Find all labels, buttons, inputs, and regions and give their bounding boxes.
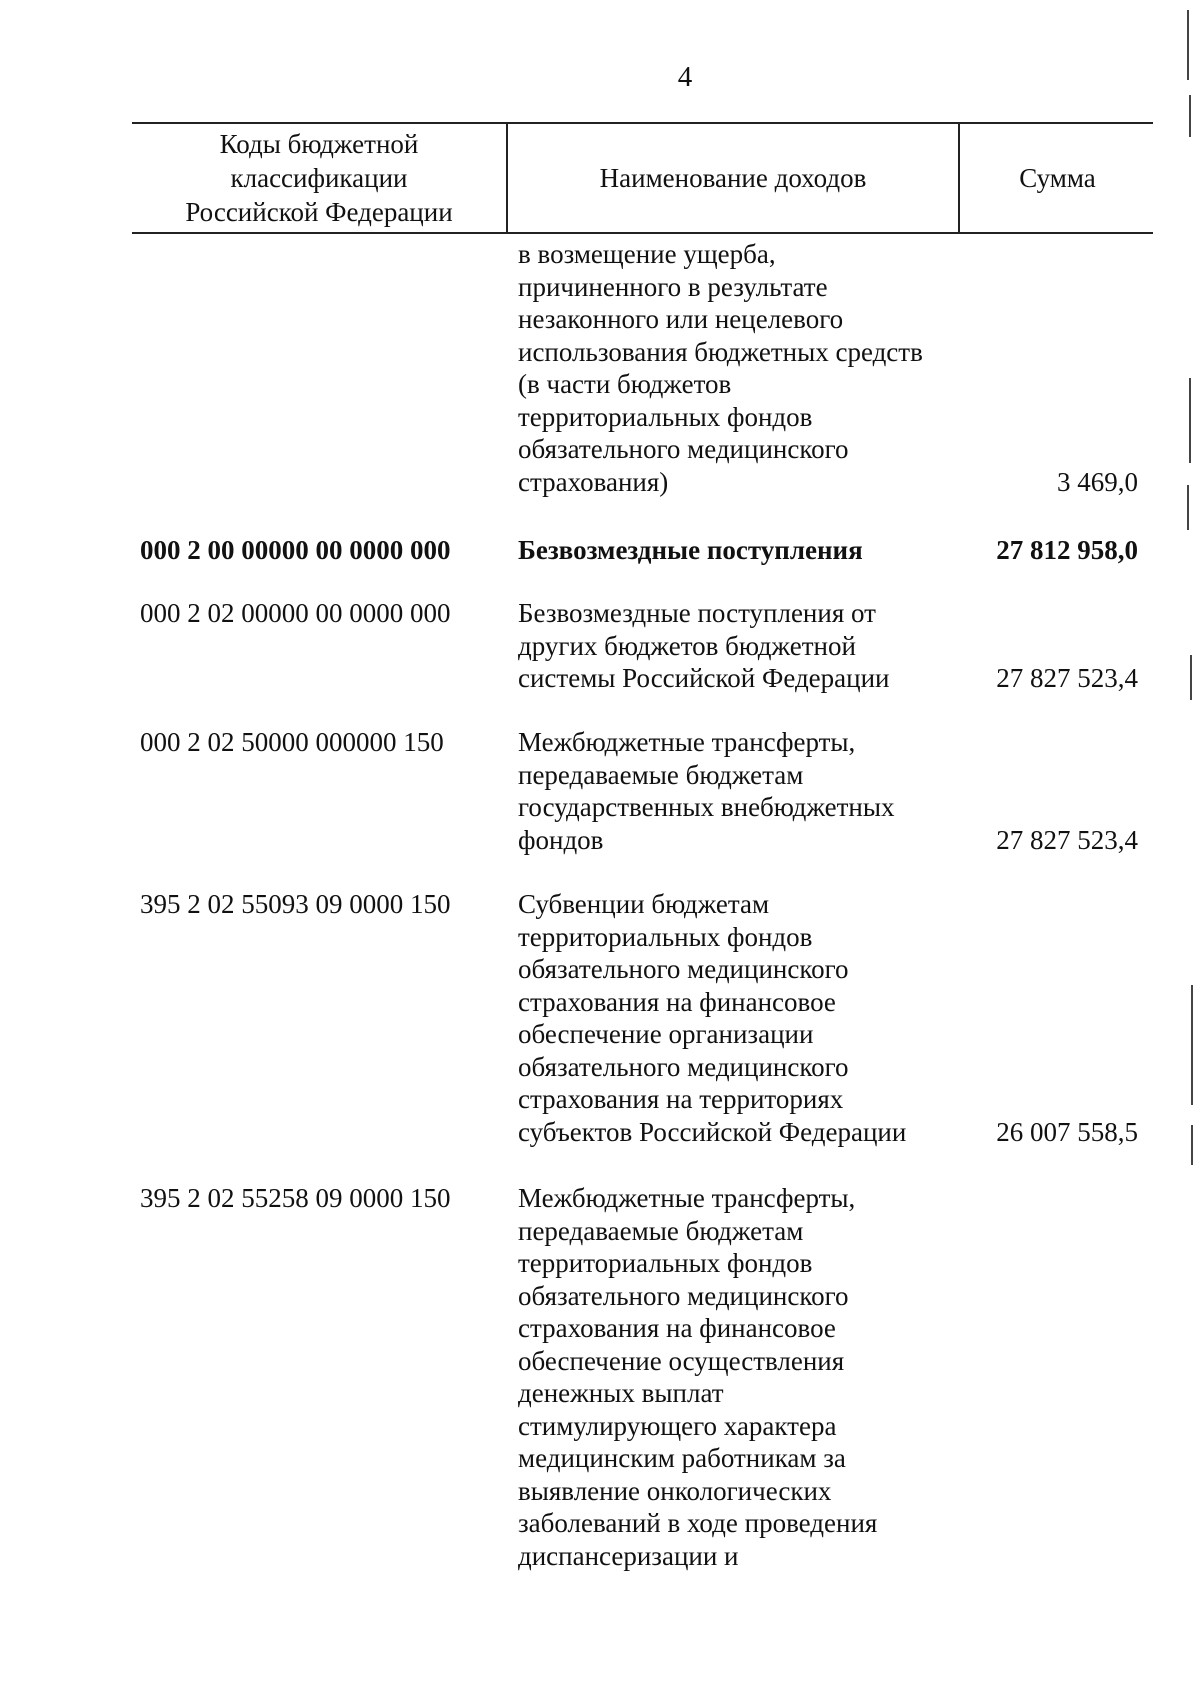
row-name-line: Субвенции бюджетам [518,889,770,919]
row-code: 395 2 02 55258 09 0000 150 [140,1183,451,1213]
row-name-line: использования бюджетных средств [518,336,923,367]
row-code: 000 2 00 00000 00 0000 000 [140,535,451,565]
scan-mark [1189,95,1191,137]
header-codes-line-3: Российской Федерации [185,197,453,227]
row-name-line: территориальных фондов [518,1248,813,1278]
row-name-line: медицинским работникам за [518,1443,846,1473]
scan-mark [1187,485,1189,530]
header-name: Наименование доходов [506,124,958,232]
scan-mark [1190,655,1192,700]
header-codes-line-1: Коды бюджетной [219,129,419,159]
row-name-line: системы Российской Федерации [518,663,890,693]
row-name-line: денежных выплат [518,1378,724,1408]
row-name [518,726,958,856]
row-name-line: обязательного медицинского [518,434,849,464]
header-sum: Сумма [958,124,1155,232]
row-code: 000 2 02 00000 00 0000 000 [140,598,451,628]
row-name-line: Межбюджетные трансферты, [518,727,856,757]
scan-mark [1187,10,1189,80]
scan-mark [1189,378,1191,463]
row-amount: 3 469,0 [1057,466,1138,497]
row-name [518,534,958,567]
row-name-line: (в части бюджетов [518,369,732,399]
header-codes [132,124,506,232]
row-name-line: страхования на финансовое [518,1313,836,1343]
row-name-line: государственных внебюджетных [518,792,895,822]
row-name-line: выявление онкологических [518,1475,832,1506]
row-name-line: субъектов Российской Федерации [518,1116,907,1147]
row-code: 000 2 02 50000 000000 150 [140,727,444,757]
row-name-line: передаваемые бюджетам [518,759,804,790]
row-name-line: заболеваний в ходе проведения [518,1508,878,1538]
scan-mark [1191,1125,1193,1165]
row-name-line: страхования) [518,466,669,497]
row-name-line: диспансеризации и [518,1540,739,1571]
row-name-line: в возмещение ущерба, [518,239,776,269]
row-name-line: незаконного или нецелевого [518,304,844,334]
row-name-line: стимулирующего характера [518,1410,837,1441]
row-name-line: Безвозмездные поступления [518,535,863,565]
row-name-line: фондов [518,824,604,855]
row-name-line: Межбюджетные трансферты, [518,1183,856,1213]
row-name-line: страхования на территориях [518,1084,844,1114]
row-name-line: передаваемые бюджетам [518,1215,804,1246]
row-name [518,1182,958,1572]
row-name-line: Безвозмездные поступления от [518,598,876,628]
row-name-line: обеспечение осуществления [518,1345,845,1376]
table-header [132,122,1153,234]
header-codes-line-2: классификации [230,163,408,193]
row-name-line: обязательного медицинского [518,1280,849,1311]
row-name-line: других бюджетов бюджетной [518,630,856,661]
row-name-line: обеспечение организации [518,1019,814,1049]
row-name [518,238,958,498]
page-number: 4 [677,61,693,93]
row-amount: 27 812 958,0 [996,535,1138,565]
row-name-line: территориальных фондов [518,401,813,432]
scan-mark [1191,985,1193,1105]
row-name [518,888,958,1148]
row-amount: 27 827 523,4 [996,824,1138,855]
row-name-line: причиненного в результате [518,271,828,302]
row-name-line: обязательного медицинского [518,954,849,984]
row-amount: 26 007 558,5 [996,1116,1138,1147]
row-name-line: страхования на финансовое [518,986,836,1017]
row-code: 395 2 02 55093 09 0000 150 [140,889,451,919]
row-amount: 27 827 523,4 [996,663,1138,693]
row-name [518,597,958,695]
row-name-line: территориальных фондов [518,921,813,952]
row-name-line: обязательного медицинского [518,1051,849,1082]
